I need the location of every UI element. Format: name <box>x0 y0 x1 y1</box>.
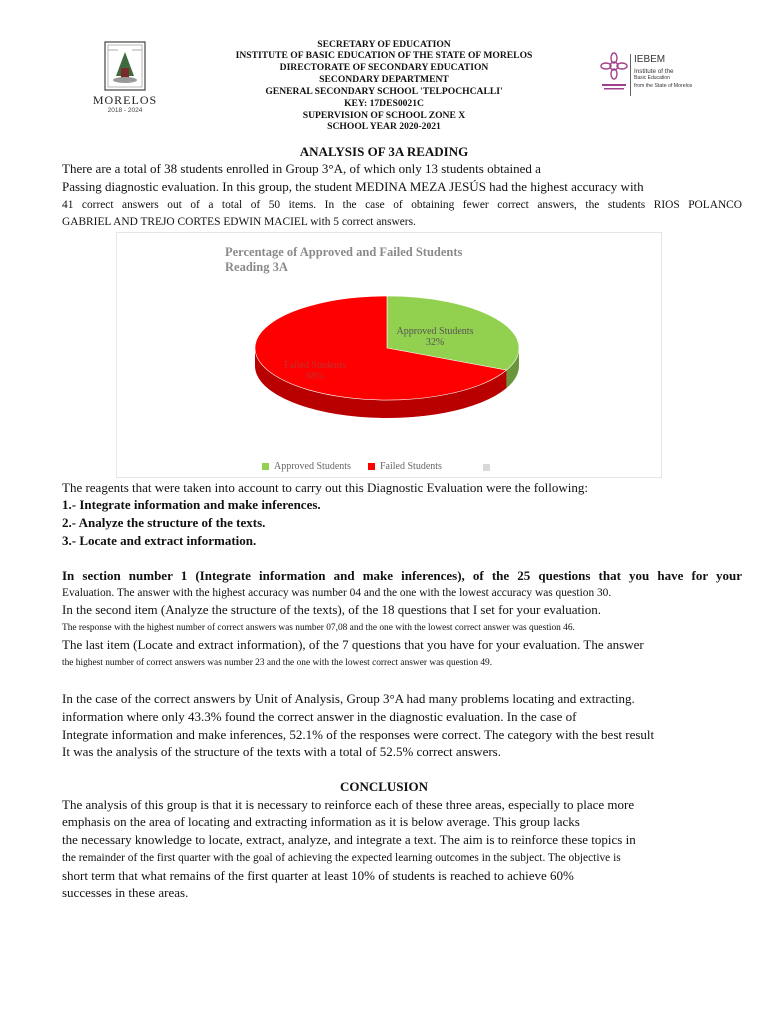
conclusion-line-5: short term that what remains of the first quarter at least 10% of students is reached to achieve 60% <box>62 868 574 883</box>
header-line-1: SECRETARY OF EDUCATION <box>317 39 451 50</box>
units-line-1: In the case of the correct answers by Unit of Analysis, Group 3°A had many problems locating and extracting. <box>62 691 635 706</box>
intro-line-1: There are a total of 38 students enrolled in Group 3°A, of which only 13 students obtained a <box>62 161 541 176</box>
conclusion-title: CONCLUSION <box>339 779 429 794</box>
intro-line-3: 41 correct answers out of a total of 50 items. In the case of obtaining fewer correct answers, the students RIOS POLANCO <box>62 199 742 211</box>
header-line-7: SUPERVISION OF SCHOOL ZONE X <box>302 110 466 121</box>
iebem-sub-1: Institute of the <box>634 68 674 75</box>
intro-line-4: GABRIEL AND TREJO CORTES EDWIN MACIEL with 5 correct answers. <box>62 216 416 228</box>
section-line-3: In the second item (Analyze the structure of the texts), of the 18 questions that I set for your evaluation. <box>62 602 601 617</box>
reagent-1: 1.- Integrate information and make inferences. <box>62 497 321 512</box>
header-line-8: SCHOOL YEAR 2020-2021 <box>327 121 441 132</box>
units-line-4: It was the analysis of the structure of the texts with a total of 52.5% correct answers. <box>62 744 501 759</box>
section-line-1: In section number 1 (Integrate information and make inferences), of the 25 questions that you have for your <box>62 568 742 583</box>
legend-failed: Failed Students <box>368 461 442 472</box>
legend-approved: Approved Students <box>262 461 351 472</box>
section-line-5: The last item (Locate and extract information), of the 7 questions that you have for your evaluation. The answer <box>62 637 644 652</box>
conclusion-line-3: the necessary knowledge to locate, extract, analyze, and integrate a text. The aim is to reinforce these topics in <box>62 832 636 847</box>
header-line-2: INSTITUTE OF BASIC EDUCATION OF THE STATE OF MORELOS <box>235 50 533 61</box>
iebem-sub-3: from the State of Morelos <box>634 82 693 89</box>
section-line-2: Evaluation. The answer with the highest accuracy was number 04 and the one with the lowest accuracy was question 30. <box>62 587 612 599</box>
reagent-2: 2.- Analyze the structure of the texts. <box>62 515 266 530</box>
header-line-6: KEY: 17DES0021C <box>344 98 424 109</box>
slice-label-failed: Failed Students 68% <box>284 360 346 382</box>
legend-swatch-empty <box>483 464 490 471</box>
reagents-intro: The reagents that were taken into account to carry out this Diagnostic Evaluation were the following: <box>62 480 588 495</box>
iebem-sub-2: Basic Education <box>634 75 670 82</box>
legend-swatch-failed <box>368 463 375 470</box>
chart-title: Percentage of Approved and Failed Students <box>225 245 463 259</box>
chart-subtitle: Reading 3A <box>225 260 288 274</box>
units-line-2: information where only 43.3% found the correct answer in the diagnostic evaluation. In the case of <box>62 709 577 724</box>
header-line-3: DIRECTORATE OF SECONDARY EDUCATION <box>279 62 489 73</box>
reagent-3: 3.- Locate and extract information. <box>62 533 257 548</box>
intro-line-2: Passing diagnostic evaluation. In this group, the student MEDINA MEZA JESÚS had the highest accuracy with <box>62 179 644 194</box>
conclusion-line-6: successes in these areas. <box>62 885 189 900</box>
conclusion-line-2: emphasis on the area of locating and extracting information as it is below average. This group lacks <box>62 814 580 829</box>
page-title: ANALYSIS OF 3A READING <box>299 144 469 159</box>
pie-plot <box>117 233 661 477</box>
legend-swatch-approved <box>262 463 269 470</box>
units-line-3: Integrate information and make inferences, 52.1% of the responses were correct. The category with the best result <box>62 727 655 742</box>
section-line-6: the highest number of correct answers was number 23 and the one with the lowest correct answer was question 49. <box>62 658 493 668</box>
conclusion-line-1: The analysis of this group is that it is necessary to reinforce each of these three areas, especially to place more <box>62 797 635 812</box>
header-line-5: GENERAL SECONDARY SCHOOL 'TELPOCHCALLI' <box>265 86 503 97</box>
logo-years: 2018 - 2024 <box>107 107 143 114</box>
header-line-4: SECONDARY DEPARTMENT <box>319 74 449 85</box>
conclusion-line-4: the remainder of the first quarter with the goal of achieving the expected learning outcomes in the subject. The objective is <box>62 852 621 864</box>
iebem-title: IEBEM <box>634 54 666 65</box>
logo-text: MORELOS <box>92 93 158 107</box>
pie-chart <box>116 232 662 478</box>
slice-label-approved: Approved Students 32% <box>396 326 474 348</box>
section-line-4: The response with the highest number of correct answers was number 07,08 and the one with the lowest correct answer was question 46. <box>62 623 575 633</box>
